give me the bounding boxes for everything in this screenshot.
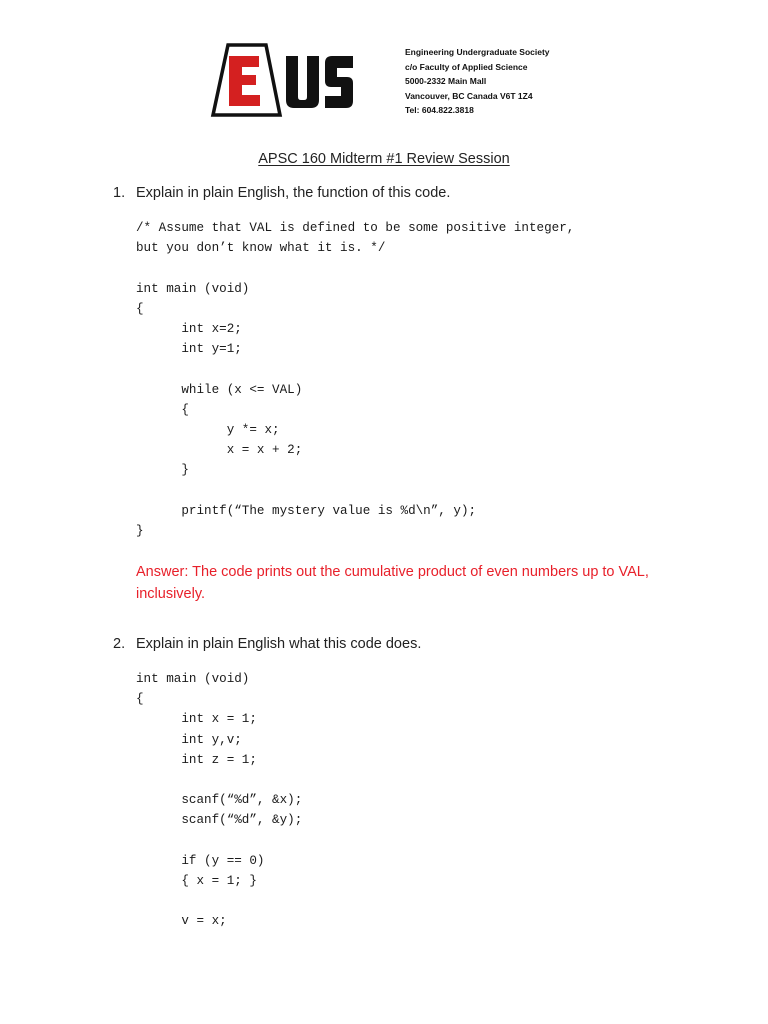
address-line: c/o Faculty of Applied Science <box>405 61 528 72</box>
address-line: 5000-2332 Main Mall <box>405 76 487 86</box>
document-title-text: APSC 160 Midterm #1 Review Session <box>258 151 510 167</box>
question-number: 2. <box>113 636 126 652</box>
question-text: Explain in plain English what this code does. <box>136 636 422 652</box>
eus-logo <box>210 42 360 118</box>
question-1-prompt <box>113 185 450 201</box>
question-1-answer: Answer: The code prints out the cumulative product of even numbers up to VAL, inclusively. <box>136 564 649 602</box>
address-block <box>405 45 550 118</box>
document-title <box>0 151 768 167</box>
address-line: Vancouver, BC Canada V6T 1Z4 <box>405 90 533 101</box>
question-text: Explain in plain English, the function of this code. <box>136 185 451 201</box>
address-line: Engineering Undergraduate Society <box>405 47 550 57</box>
question-1-code: /* Assume that VAL is defined to be some positive integer, but you don’t know what it is. */ int main (void) { int x=2; int y=1; while (x <= VAL) { y *= x; x = x + 2; } printf(“The mystery value is %d\n”, y); } <box>136 221 575 539</box>
question-2-code: int main (void) { int x = 1; int y,v; int z = 1; scanf(“%d”, &x); scanf(“%d”, &y); if (y == 0) { x = 1; } v = x; <box>136 672 303 929</box>
question-number: 1. <box>113 185 126 201</box>
address-line: Tel: 604.822.3818 <box>405 105 474 115</box>
question-2-prompt <box>113 636 421 652</box>
eus-logo-graphic <box>210 42 360 118</box>
